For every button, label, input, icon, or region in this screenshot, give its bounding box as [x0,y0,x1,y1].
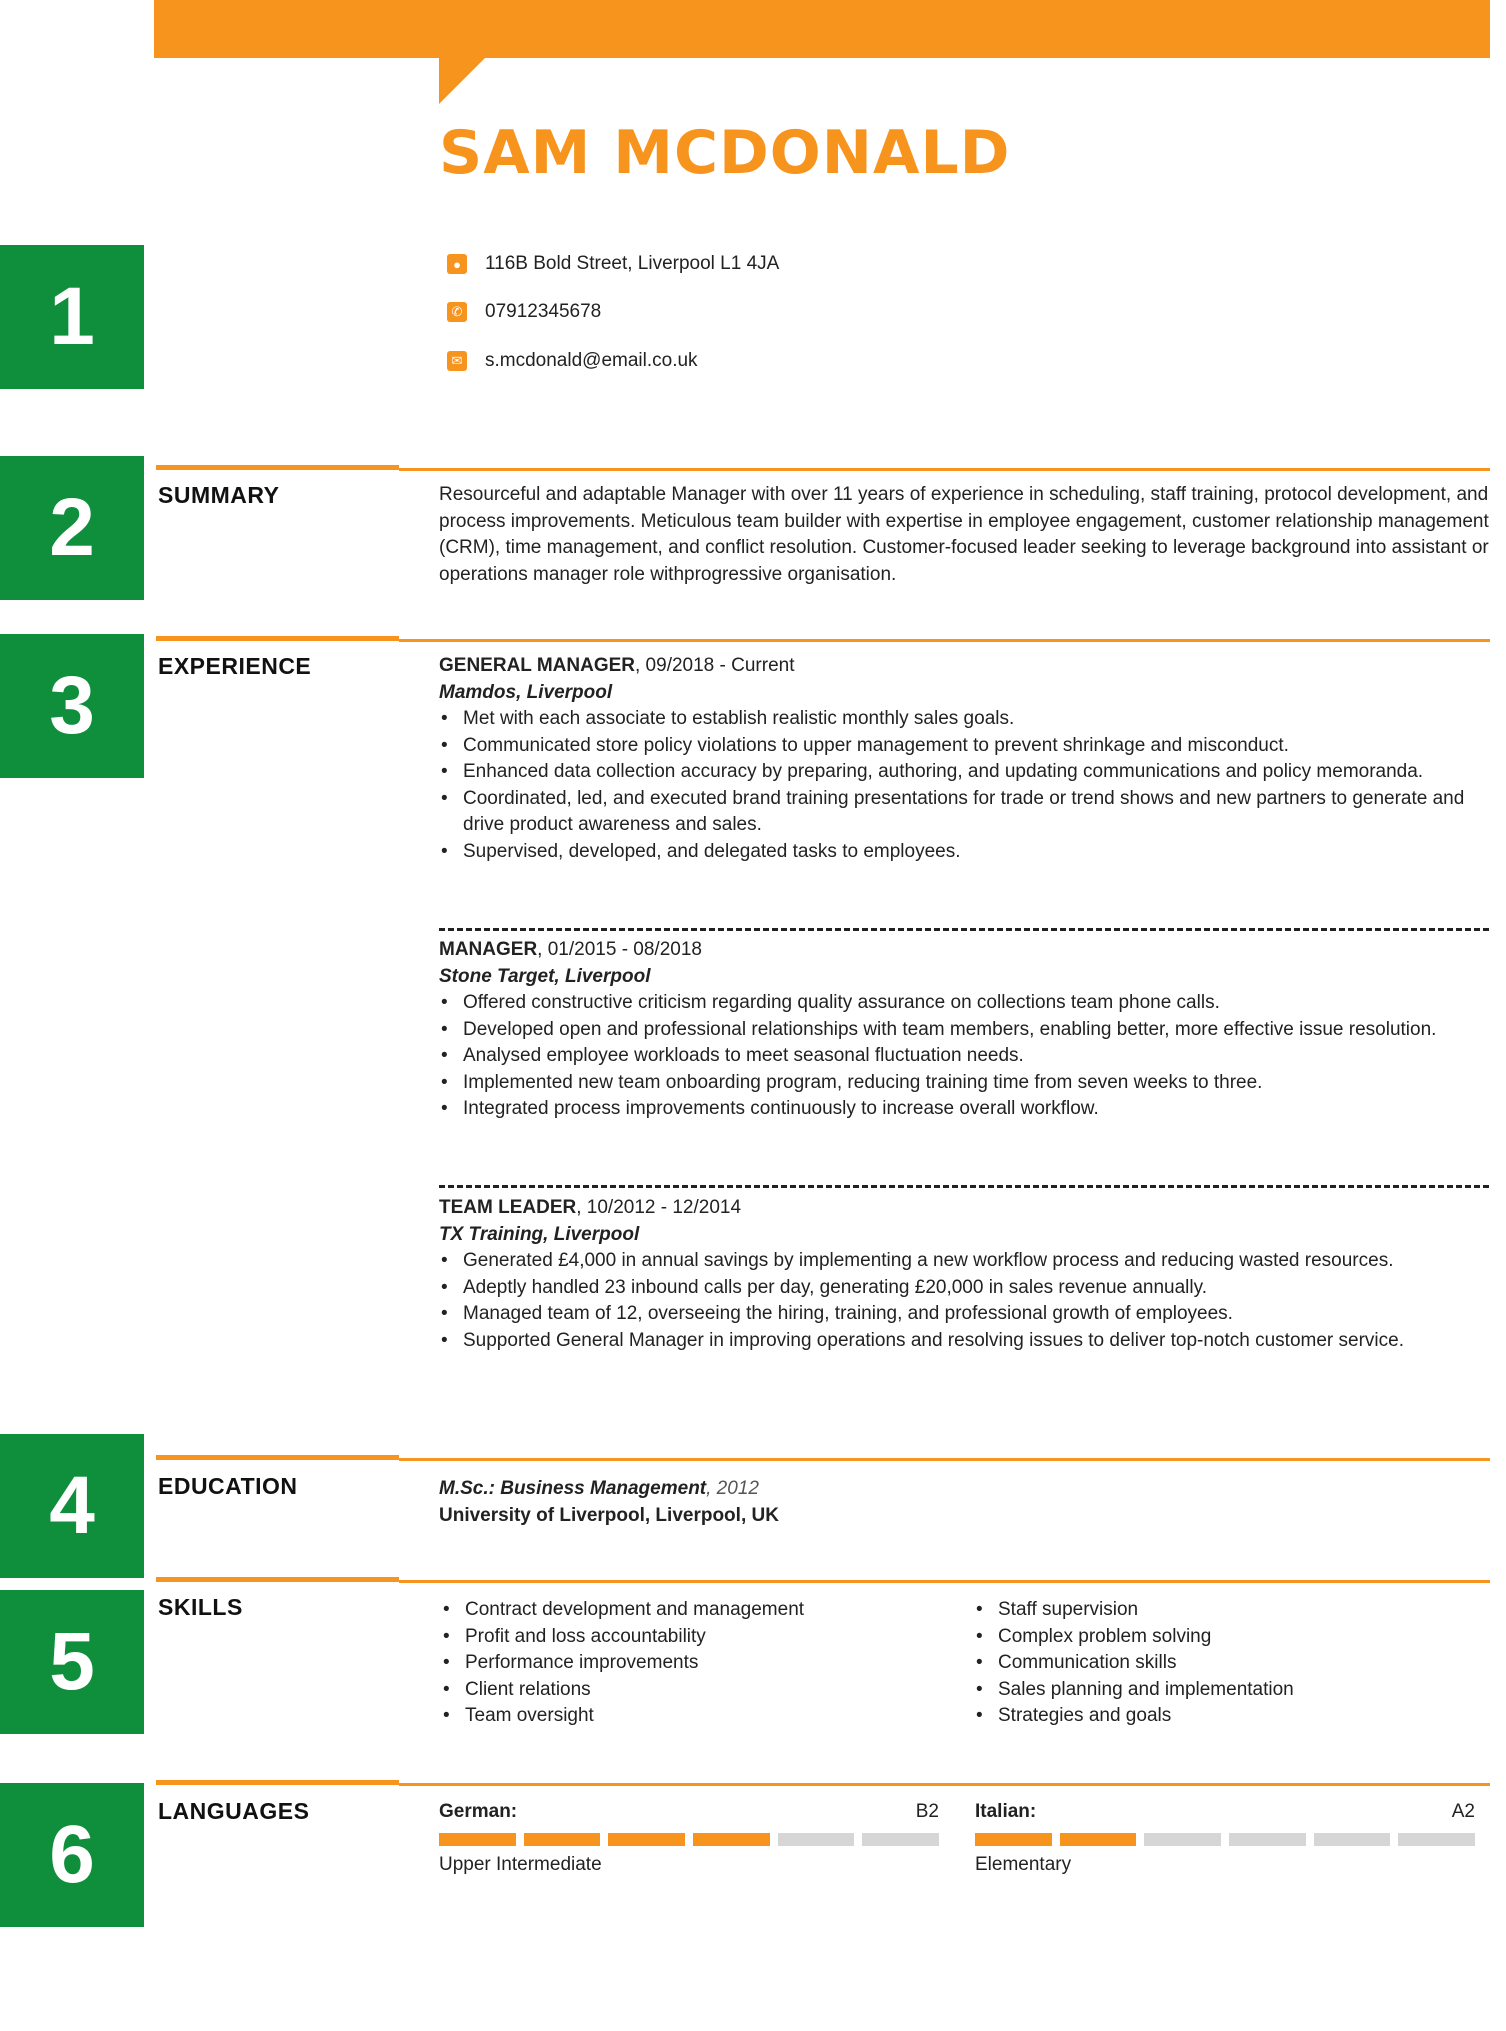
job-dates: , 01/2015 - 08/2018 [537,939,702,960]
skill-item: • Performance improvements [441,1650,941,1677]
job-bullet: • Developed open and professional relationships with team members, enabling better, more effective issue resolution. [439,1017,1489,1044]
language-name: Italian: [975,1801,1037,1822]
job-title-line [439,653,1489,680]
proficiency-segment-empty [1229,1833,1306,1846]
education-rule-left [156,1455,399,1460]
job-bullets [439,706,1489,865]
skill-item: • Client relations [441,1677,941,1704]
phone-text: 07912345678 [485,301,602,322]
languages-rule-left [156,1780,399,1785]
language-level: A2 [1451,1801,1475,1822]
skill-item: • Sales planning and implementation [974,1677,1474,1704]
job-title: TEAM LEADER [439,1197,577,1218]
contact-phone [447,301,601,323]
language-italian [975,1801,1475,1876]
section-number-4: 4 [0,1434,144,1578]
skills-list-left [441,1597,941,1730]
experience-heading: EXPERIENCE [158,653,312,679]
job-title-line [439,937,1489,964]
skill-item: • Strategies and goals [974,1703,1474,1730]
skill-item: • Profit and loss accountability [441,1624,941,1651]
skills-list-right [974,1597,1474,1730]
location-icon: ● [447,254,467,274]
candidate-name: SAM MCDONALD [439,118,1011,188]
job-entry [439,1195,1489,1354]
phone-icon: ✆ [447,302,467,322]
job-divider [439,928,1489,931]
education-school: University of Liverpool, Liverpool, UK [439,1504,779,1526]
job-bullet: • Integrated process improvements continuously to increase overall workflow. [439,1096,1489,1123]
job-bullet: • Supported General Manager in improving operations and resolving issues to deliver top-notch customer service. [439,1328,1489,1355]
summary-heading: SUMMARY [158,482,280,508]
skills-rule-right [399,1580,1490,1583]
job-bullet: • Managed team of 12, overseeing the hiring, training, and professional growth of employees. [439,1301,1489,1328]
skill-item: • Communication skills [974,1650,1474,1677]
proficiency-segment-empty [1144,1833,1221,1846]
education-degree-line [439,1476,1489,1503]
job-bullets [439,990,1489,1123]
language-level-desc: Upper Intermediate [439,1854,602,1875]
job-company: TX Training, Liverpool [439,1223,640,1245]
section-number-2: 2 [0,456,144,600]
skill-item: • Complex problem solving [974,1624,1474,1651]
summary-rule-left [156,465,399,470]
section-number-3: 3 [0,634,144,778]
proficiency-segment-empty [862,1833,939,1846]
job-bullet: • Adeptly handled 23 inbound calls per day, generating £20,000 in sales revenue annually. [439,1275,1489,1302]
proficiency-segment-filled [524,1833,601,1846]
summary-text: Resourceful and adaptable Manager with over 11 years of experience in scheduling, staff training, protocol development, and process improvements. Meticulous team builder with expertise in employee engagement, customer relationship management (CRM), time management, and conflict resolution. Customer-focused leader seeking to leverage background into assistant or operations manager role withprogressive organisation. [439,484,1489,585]
job-bullet: • Generated £4,000 in annual savings by implementing a new workflow process and reducing wasted resources. [439,1248,1489,1275]
job-title-line [439,1195,1489,1222]
job-title: GENERAL MANAGER [439,655,635,676]
job-bullet: • Met with each associate to establish realistic monthly sales goals. [439,706,1489,733]
job-bullet: • Implemented new team onboarding program, reducing training time from seven weeks to three. [439,1070,1489,1097]
language-name: German: [439,1801,518,1822]
education-year: , 2012 [706,1478,759,1499]
proficiency-segment-empty [1398,1833,1475,1846]
languages-heading: LANGUAGES [158,1798,310,1824]
job-dates: , 09/2018 - Current [635,655,795,676]
proficiency-segment-filled [1060,1833,1137,1846]
section-number-1: 1 [0,245,144,389]
job-bullets [439,1248,1489,1354]
job-bullet: • Analysed employee workloads to meet seasonal fluctuation needs. [439,1043,1489,1070]
education-heading: EDUCATION [158,1473,298,1499]
skills-heading: SKILLS [158,1594,243,1620]
job-bullet: • Offered constructive criticism regarding quality assurance on collections team phone calls. [439,990,1489,1017]
proficiency-segment-empty [1314,1833,1391,1846]
language-proficiency-bar [975,1833,1475,1846]
education-degree: M.Sc.: Business Management [439,1478,707,1499]
language-german [439,1801,939,1876]
proficiency-segment-filled [608,1833,685,1846]
job-dates: , 10/2012 - 12/2014 [576,1197,742,1218]
proficiency-segment-filled [693,1833,770,1846]
address-text: 116B Bold Street, Liverpool L1 4JA [485,253,780,274]
top-banner [154,0,1490,58]
skill-item: • Staff supervision [974,1597,1474,1624]
job-entry [439,653,1489,865]
job-title: MANAGER [439,939,538,960]
proficiency-segment-filled [439,1833,516,1846]
skill-item: • Team oversight [441,1703,941,1730]
contact-email [447,350,698,372]
job-entry [439,937,1489,1123]
skill-item: • Contract development and management [441,1597,941,1624]
skills-rule-left [156,1577,399,1582]
section-number-6: 6 [0,1783,144,1927]
contact-address [447,253,779,275]
language-level: B2 [915,1801,939,1822]
proficiency-segment-filled [975,1833,1052,1846]
language-proficiency-bar [439,1833,939,1846]
summary-rule-right [399,468,1490,471]
job-company: Stone Target, Liverpool [439,965,651,987]
education-entry [439,1476,1489,1529]
experience-rule-right [399,639,1490,642]
job-bullet: • Coordinated, led, and executed brand training presentations for trade or trend shows and new partners to generate and drive product awareness and sales. [439,786,1489,839]
proficiency-segment-empty [778,1833,855,1846]
language-level-desc: Elementary [975,1854,1072,1875]
email-icon: ✉ [447,351,467,371]
job-bullet: • Supervised, developed, and delegated tasks to employees. [439,839,1489,866]
job-company: Mamdos, Liverpool [439,681,613,703]
banner-tab [439,58,485,104]
education-rule-right [399,1458,1490,1461]
email-text: s.mcdonald@email.co.uk [485,350,698,371]
job-bullet: • Enhanced data collection accuracy by preparing, authoring, and updating communications and policy memoranda. [439,759,1489,786]
job-bullet: • Communicated store policy violations to upper management to prevent shrinkage and misconduct. [439,733,1489,760]
section-number-5: 5 [0,1590,144,1734]
job-divider [439,1185,1489,1188]
languages-rule-right [399,1783,1490,1786]
experience-rule-left [156,636,399,641]
